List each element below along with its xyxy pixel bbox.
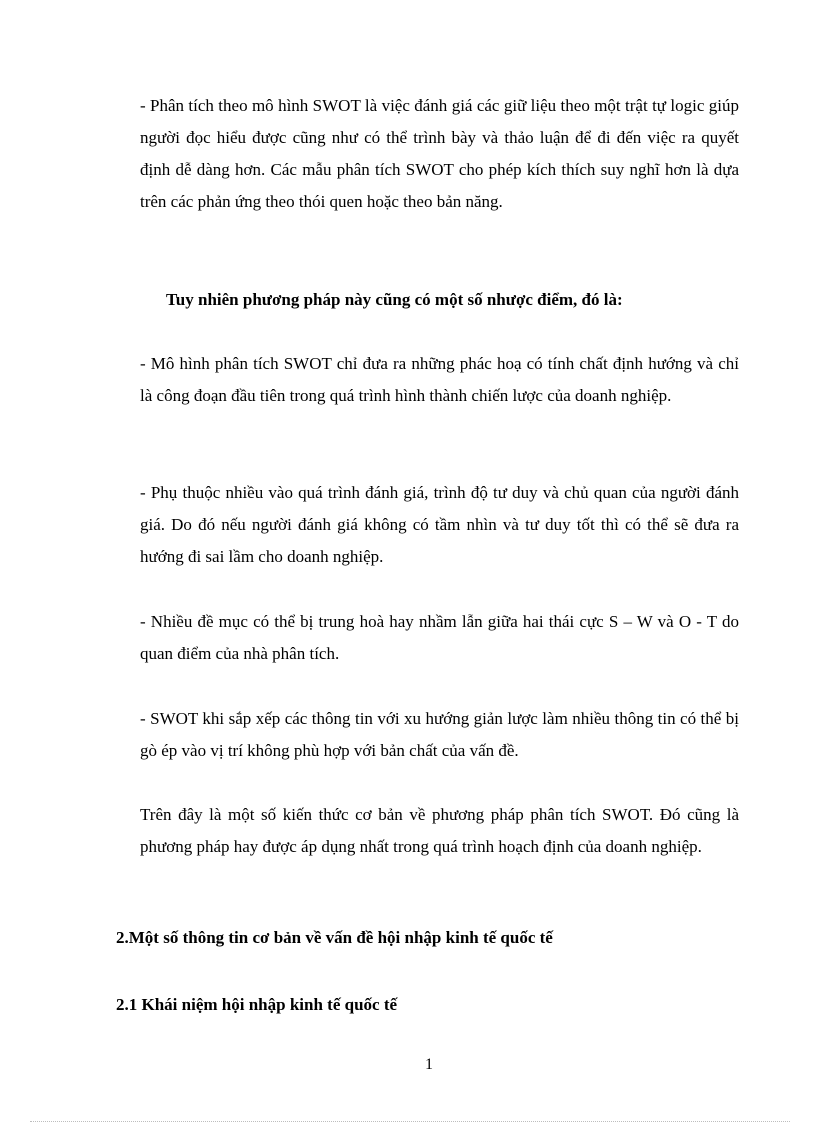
disadvantage-item-2: - Phụ thuộc nhiều vào quá trình đánh giá, trình độ tư duy và chủ quan của người đánh giá. Do đó nếu người đánh giá không có tầm nhìn và tư duy tốt thì có thể sẽ đưa ra hướng đi sai lầm cho doanh nghiệp. [140,483,739,566]
section-heading: 2.Một số thông tin cơ bản về vấn đề hội nhập kinh tế quốc tế [116,928,553,947]
swot-conclusion-paragraph: Trên đây là một số kiến thức cơ bản về phương pháp phân tích SWOT. Đó cũng là phương pháp hay được áp dụng nhất trong quá trình hoạch định của doanh nghiệp. [140,805,739,856]
swot-advantage-paragraph: - Phân tích theo mô hình SWOT là việc đánh giá các giữ liệu theo một trật tự logic giúp người đọc hiểu được cũng như có thể trình bày và thảo luận để đi đến việc ra quyết định dễ dàng hơn. Các mẫu phân tích SWOT cho phép kích thích suy nghĩ hơn là dựa trên các phản ứng theo thói quen hoặc theo bản năng. [140,96,739,211]
disadvantages-intro: Tuy nhiên phương pháp này cũng có một số nhược điểm, đó là: [166,290,623,309]
page-bottom-divider [30,1121,790,1122]
subsection-heading: 2.1 Khái niệm hội nhập kinh tế quốc tế [116,995,398,1014]
disadvantage-item-1: - Mô hình phân tích SWOT chỉ đưa ra những phác hoạ có tính chất định hướng và chỉ là công đoạn đầu tiên trong quá trình hình thành chiến lược của doanh nghiệp. [140,354,739,405]
page-number: 1 [425,1056,433,1073]
disadvantage-item-4: - SWOT khi sắp xếp các thông tin với xu hướng giản lược làm nhiều thông tin có thể bị gò ép vào vị trí không phù hợp với bản chất của vấn đề. [140,709,739,760]
disadvantage-item-3: - Nhiều đề mục có thể bị trung hoà hay nhầm lẫn giữa hai thái cực S – W và O - T do quan điểm của nhà phân tích. [140,612,739,663]
